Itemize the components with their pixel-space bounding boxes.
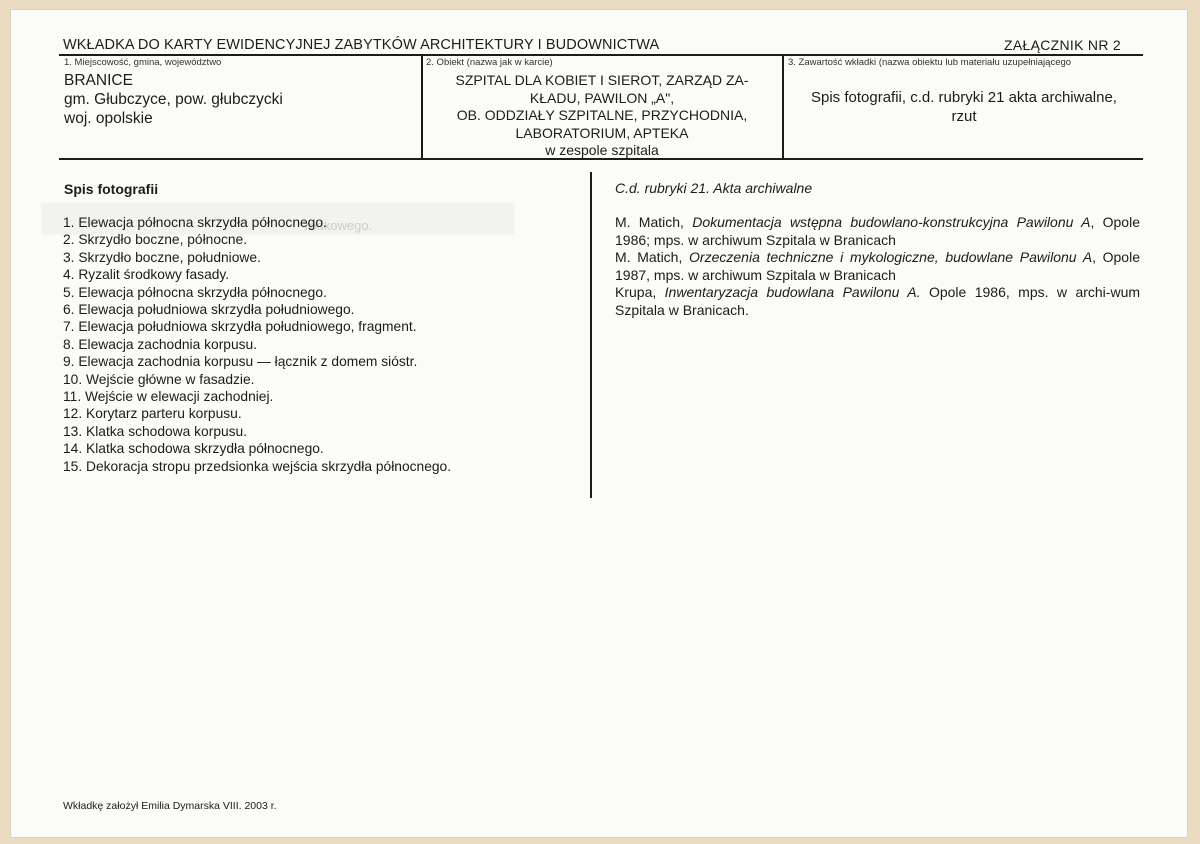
list-item: 8. Elewacja zachodnia korpusu.: [63, 336, 258, 352]
ghost-text: rodkowego.: [305, 218, 373, 233]
contents-label: 3. Zawartość wkładki (nazwa obiektu lub materiału uzupełniającego: [788, 57, 1072, 68]
contents-line-2: rzut: [951, 108, 977, 125]
object-line-3: OB. ODDZIAŁY SZPITALNE, PRZYCHODNIA,: [456, 107, 748, 123]
location-label: 1. Miejscowość, gmina, województwo: [64, 57, 222, 68]
list-item: 2. Skrzydło boczne, północne.: [63, 232, 248, 248]
object-line-2: KŁADU, PAWILON „A",: [529, 89, 675, 106]
body-divider: [590, 172, 592, 498]
location-municipality: gm. Głubczyce, pow. głubczycki: [64, 91, 283, 108]
location-town: BRANICE: [64, 72, 133, 89]
contents-block: [786, 88, 1142, 126]
list-item: 15. Dekoracja stropu przedsionka wejścia skrzydła północnego.: [63, 458, 452, 474]
reference-item: M. Matich, Orzeczenia techniczne i mykologiczne, budowlane Pawilonu A, Opole 1987, mps. w archiwum Szpitala w Branicach: [615, 249, 1140, 283]
reference-title: Inwentaryzacja budowlana Pawilonu A.: [664, 284, 921, 300]
list-item: 4. Ryzalit środkowy fasady.: [63, 267, 230, 283]
author-note: Wkładkę założył Emilia Dymarska VIII. 2003 r.: [63, 800, 277, 812]
object-line-4: LABORATORIUM, APTEKA: [515, 124, 689, 141]
list-item: 13. Klatka schodowa korpusu.: [63, 423, 248, 439]
photo-list: [63, 214, 451, 475]
column-divider-1: [421, 55, 423, 159]
archival-references: [615, 214, 1140, 319]
object-label: 2. Obiekt (nazwa jak w karcie): [426, 57, 553, 68]
object-line-1: SZPITAL DLA KOBIET I SIEROT, ZARZĄD ZA-: [455, 72, 749, 88]
object-line-5: w zespole szpitala: [545, 142, 659, 158]
list-item: 3. Skrzydło boczne, południowe.: [63, 249, 261, 265]
list-item: 5. Elewacja północna skrzydła północnego.: [63, 284, 327, 300]
archival-title: C.d. rubryki 21. Akta archiwalne: [615, 180, 813, 196]
location-block: [64, 71, 283, 128]
annex-number: ZAŁĄCZNIK NR 2: [1004, 37, 1121, 53]
header-top-rule: [59, 54, 1143, 56]
reference-item: M. Matich, Dokumentacja wstępna budowlano-konstrukcyjna Pawilonu A, Opole 1986; mps. w archiwum Szpitala w Branicach: [615, 214, 1140, 248]
list-item: 1. Elewacja północna skrzydła północnego.: [63, 215, 327, 230]
contents-line-1: Spis fotografii, c.d. rubryki 21 akta archiwalne,: [811, 89, 1117, 106]
column-divider-2: [782, 55, 784, 159]
reference-title: Dokumentacja wstępna budowlano-konstrukcyjna Pawilonu A: [692, 214, 1091, 230]
list-item: 10. Wejście główne w fasadzie.: [63, 371, 255, 387]
photo-list-title: Spis fotografii: [64, 181, 159, 197]
list-item: 7. Elewacja południowa skrzydła południowego, fragment.: [63, 319, 417, 335]
list-item: 6. Elewacja południowa skrzydła południowego.: [63, 302, 355, 318]
list-item: 9. Elewacja zachodnia korpusu — łącznik z domem sióstr.: [63, 354, 418, 370]
list-item: 14. Klatka schodowa skrzydła północnego.: [63, 441, 324, 457]
list-item: 11. Wejście w elewacji zachodniej.: [63, 389, 274, 405]
object-block: [424, 72, 780, 160]
reference-item: Krupa, Inwentaryzacja budowlana Pawilonu A. Opole 1986, mps. w archi-wum Szpitala w Branicach.: [615, 284, 1141, 318]
location-voivodeship: woj. opolskie: [64, 110, 153, 127]
list-item: 12. Korytarz parteru korpusu.: [63, 406, 242, 422]
reference-title: Orzeczenia techniczne i mykologiczne, budowlane Pawilonu A: [689, 249, 1093, 265]
form-title: WKŁADKA DO KARTY EWIDENCYJNEJ ZABYTKÓW ARCHITEKTURY I BUDOWNICTWA: [63, 37, 660, 53]
